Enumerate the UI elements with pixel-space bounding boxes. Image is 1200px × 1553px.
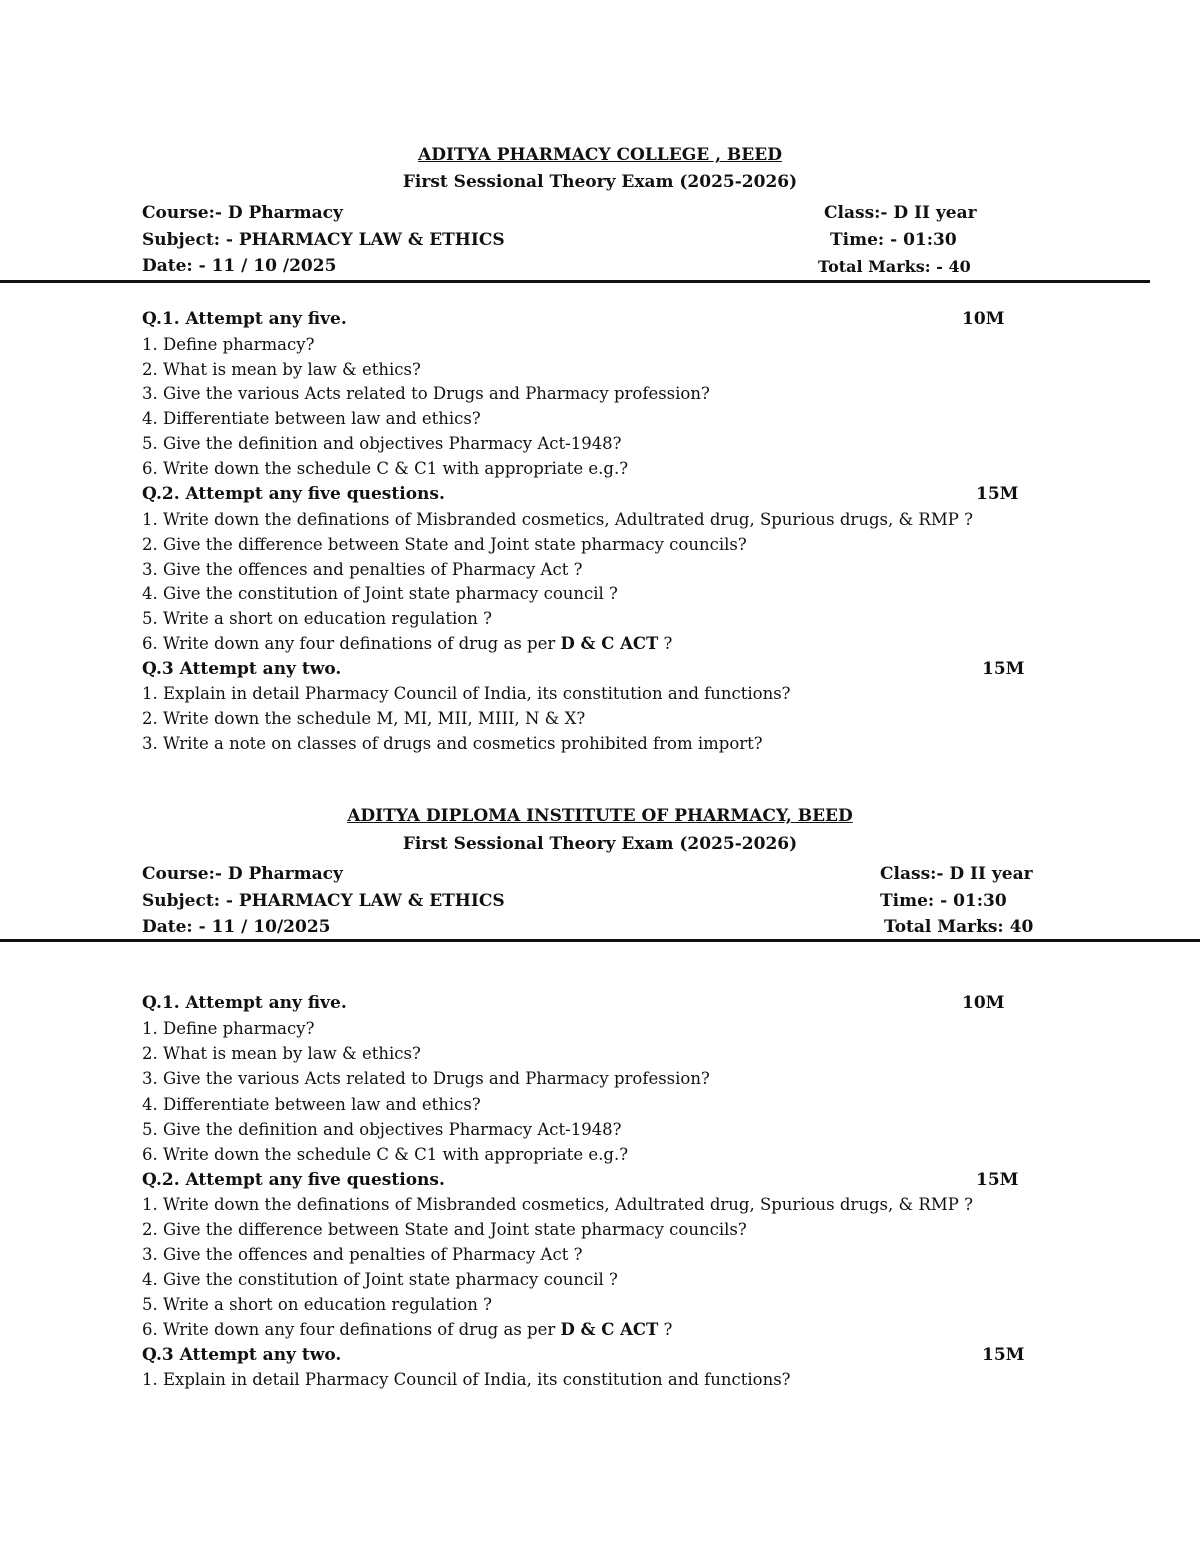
question-heading: Q.3 Attempt any two. <box>142 659 342 679</box>
date-label: Date: - 11 / 10/2025 <box>142 917 331 937</box>
question-item: 2. Give the difference between State and Joint state pharmacy councils? <box>142 1220 747 1239</box>
question-heading: Q.1. Attempt any five. <box>142 993 347 1013</box>
question-marks: 15M <box>976 484 1019 504</box>
header-divider <box>0 939 1200 942</box>
question-item-suffix: ? <box>658 1320 673 1339</box>
question-item: 2. What is mean by law & ethics? <box>142 360 421 379</box>
course-label: Course:- D Pharmacy <box>142 864 343 884</box>
question-item: 5. Write a short on education regulation ? <box>142 1295 492 1314</box>
question-item: 6. Write down the schedule C & C1 with appropriate e.g.? <box>142 459 629 478</box>
act-name: D & C ACT <box>560 1320 659 1339</box>
subject-label: Subject: - PHARMACY LAW & ETHICS <box>142 891 505 911</box>
date-label: Date: - 11 / 10 /2025 <box>142 256 337 276</box>
question-item: 3. Give the various Acts related to Drugs and Pharmacy profession? <box>142 1069 710 1088</box>
header-divider <box>0 280 1150 283</box>
question-item: 1. Define pharmacy? <box>142 335 315 354</box>
question-item-text: 6. Write down any four definations of drug as per <box>142 1320 561 1339</box>
question-marks: 15M <box>976 1170 1019 1190</box>
question-item: 5. Give the definition and objectives Pharmacy Act-1948? <box>142 1120 622 1139</box>
total-marks-label: Total Marks: 40 <box>884 917 1034 937</box>
question-item: 1. Explain in detail Pharmacy Council of India, its constitution and functions? <box>142 1370 791 1389</box>
class-label: Class:- D II year <box>824 203 977 223</box>
question-item: 2. What is mean by law & ethics? <box>142 1044 421 1063</box>
question-marks: 15M <box>982 1345 1025 1365</box>
question-item: 3. Give the offences and penalties of Pharmacy Act ? <box>142 1245 583 1264</box>
question-item <box>142 1320 672 1339</box>
total-marks-label: Total Marks: - 40 <box>818 257 971 276</box>
question-item: 1. Write down the definations of Misbranded cosmetics, Adultrated drug, Spurious drugs, & RMP ? <box>142 510 973 529</box>
exam-title: First Sessional Theory Exam (2025-2026) <box>402 172 798 192</box>
question-item: 2. Give the difference between State and Joint state pharmacy councils? <box>142 535 747 554</box>
question-item: 3. Write a note on classes of drugs and cosmetics prohibited from import? <box>142 734 763 753</box>
question-item: 2. Write down the schedule M, MI, MII, MIII, N & X? <box>142 709 586 728</box>
question-item: 3. Give the offences and penalties of Pharmacy Act ? <box>142 560 583 579</box>
class-label: Class:- D II year <box>880 864 1033 884</box>
question-item: 3. Give the various Acts related to Drugs and Pharmacy profession? <box>142 384 710 403</box>
question-item: 1. Explain in detail Pharmacy Council of India, its constitution and functions? <box>142 684 791 703</box>
question-item: 4. Give the constitution of Joint state pharmacy council ? <box>142 1270 618 1289</box>
question-heading: Q.1. Attempt any five. <box>142 309 347 329</box>
question-item-text: 6. Write down any four definations of drug as per <box>142 634 561 653</box>
question-item: 1. Write down the definations of Misbranded cosmetics, Adultrated drug, Spurious drugs, & RMP ? <box>142 1195 973 1214</box>
question-marks: 15M <box>982 659 1025 679</box>
time-label: Time: - 01:30 <box>880 891 1007 911</box>
question-item: 4. Give the constitution of Joint state pharmacy council ? <box>142 584 618 603</box>
act-name: D & C ACT <box>560 634 659 653</box>
college-name: ADITYA DIPLOMA INSTITUTE OF PHARMACY, BEED <box>347 806 853 826</box>
time-label: Time: - 01:30 <box>830 230 957 250</box>
course-label: Course:- D Pharmacy <box>142 203 343 223</box>
college-name: ADITYA PHARMACY COLLEGE , BEED <box>418 145 782 165</box>
question-item-suffix: ? <box>658 634 673 653</box>
question-item: 1. Define pharmacy? <box>142 1019 315 1038</box>
question-item: 4. Differentiate between law and ethics? <box>142 409 481 428</box>
exam-title: First Sessional Theory Exam (2025-2026) <box>402 834 798 854</box>
question-item: 6. Write down the schedule C & C1 with appropriate e.g.? <box>142 1145 629 1164</box>
question-heading: Q.3 Attempt any two. <box>142 1345 342 1365</box>
question-heading: Q.2. Attempt any five questions. <box>142 1170 445 1190</box>
subject-label: Subject: - PHARMACY LAW & ETHICS <box>142 230 505 250</box>
question-item: 4. Differentiate between law and ethics? <box>142 1095 481 1114</box>
question-item: 5. Write a short on education regulation ? <box>142 609 492 628</box>
question-heading: Q.2. Attempt any five questions. <box>142 484 445 504</box>
question-marks: 10M <box>962 309 1005 329</box>
question-item <box>142 634 672 653</box>
question-marks: 10M <box>962 993 1005 1013</box>
question-item: 5. Give the definition and objectives Pharmacy Act-1948? <box>142 434 622 453</box>
